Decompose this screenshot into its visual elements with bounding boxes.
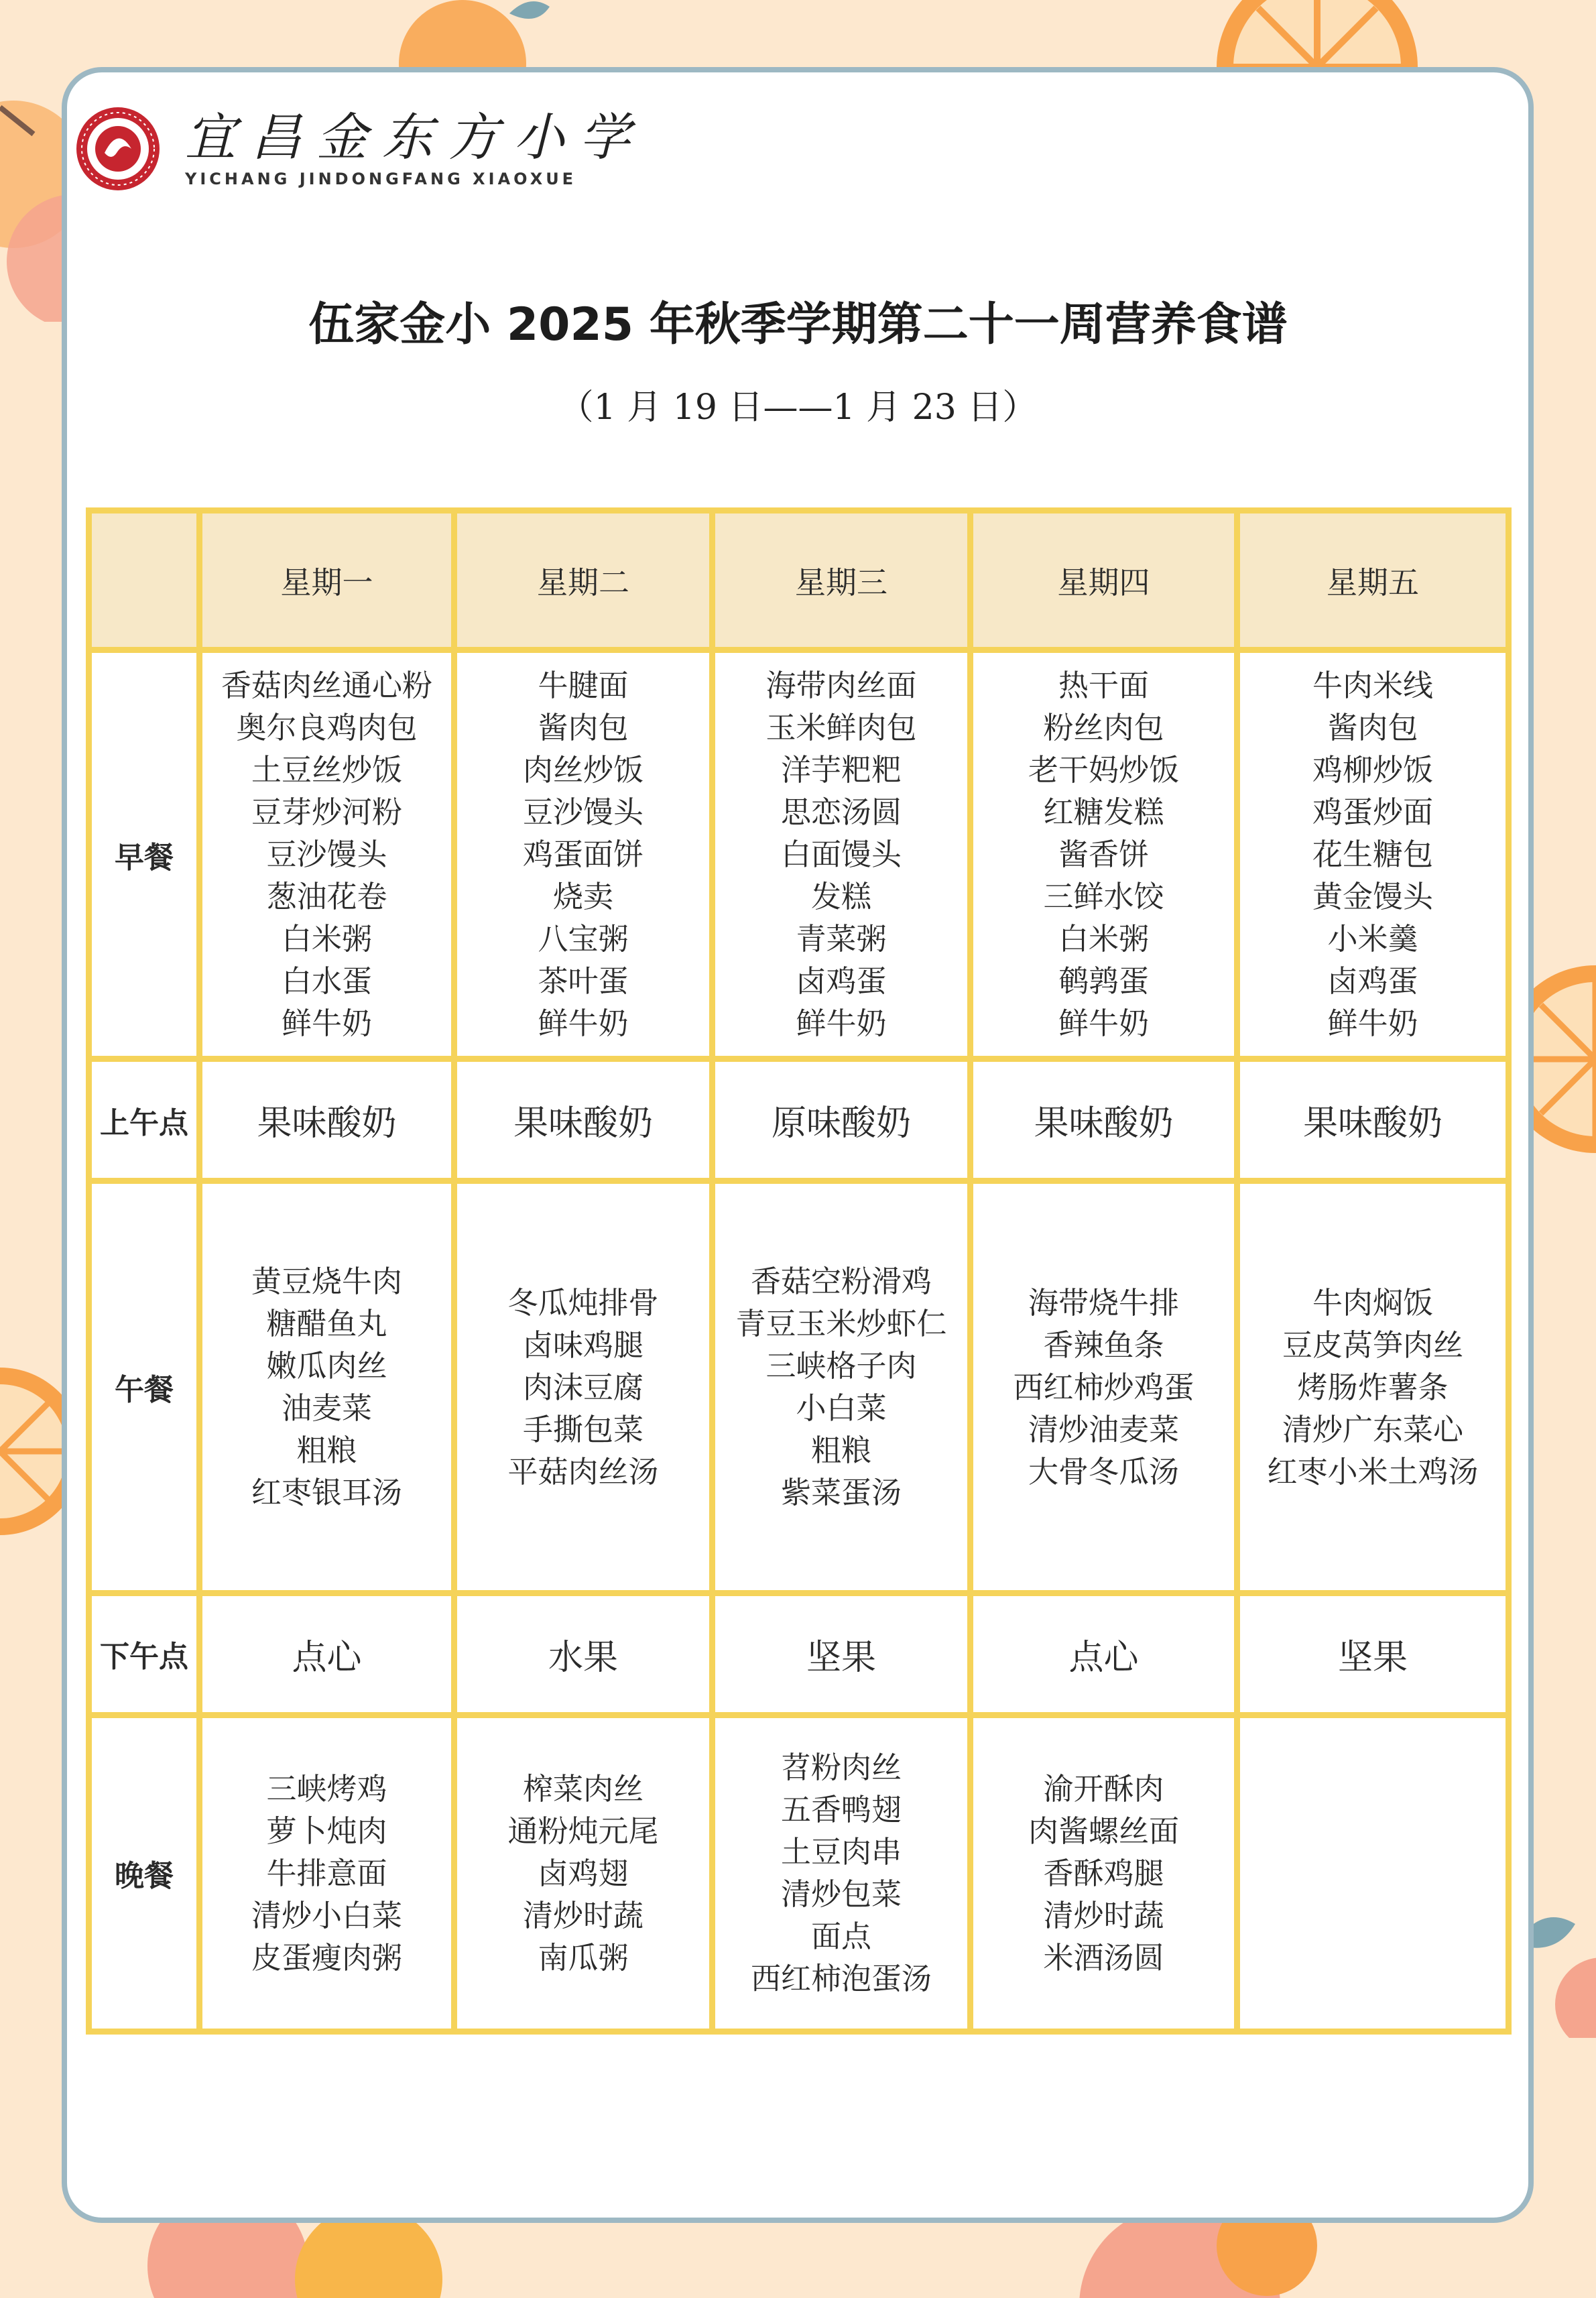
dinner-row: [89, 1715, 1509, 2031]
dish-item: 粗粮: [810, 1433, 871, 1468]
afternoon-snack-tue: 水果: [454, 1593, 713, 1715]
lunch-fri: [1237, 1181, 1509, 1593]
school-emblem-icon: [75, 106, 161, 192]
dish-item: 五香鸭翅: [780, 1792, 902, 1828]
dish-item: 青菜粥: [796, 921, 887, 957]
dish-item: 嫩瓜肉丝: [266, 1348, 387, 1384]
dish-item: 粉丝肉包: [1043, 710, 1164, 746]
dinner-label: 晚餐: [89, 1715, 200, 2031]
lunch-row: [89, 1181, 1509, 1593]
dish-item: 清炒包菜: [780, 1876, 902, 1913]
breakfast-mon: [200, 650, 454, 1059]
dish-item: 卤鸡翅: [538, 1855, 629, 1891]
dish-item: 鸡蛋炒面: [1312, 794, 1433, 831]
dish-item: 老干妈炒饭: [1028, 752, 1179, 788]
dish-item: 肉酱螺丝面: [1028, 1813, 1179, 1849]
dish-item: 豆皮莴笋肉丝: [1282, 1327, 1463, 1363]
date-range: （1 月 19 日——1 月 23 日）: [558, 387, 1038, 428]
breakfast-tue: [454, 650, 713, 1059]
dish-item: 牛肉米线: [1312, 668, 1433, 704]
dish-item: 大骨冬瓜汤: [1028, 1453, 1179, 1490]
dish-item: 清炒广东菜心: [1282, 1411, 1463, 1447]
lunch-tue: [454, 1181, 713, 1593]
dish-item: 香酥鸡腿: [1043, 1855, 1164, 1891]
dish-item: 黄豆烧牛肉: [251, 1264, 402, 1299]
morning-snack-row: [89, 1059, 1509, 1181]
dish-item: 烧卖: [552, 879, 613, 915]
afternoon-snack-mon: 点心: [200, 1593, 454, 1715]
dish-item: 三峡烤鸡: [266, 1770, 387, 1807]
dish-item: 花生糖包: [1312, 837, 1433, 873]
dish-item: 海带肉丝面: [765, 668, 917, 704]
dish-item: 渝开酥肉: [1043, 1770, 1164, 1807]
dish-item: 牛腱面: [538, 668, 629, 704]
menu-table: [86, 507, 1512, 2035]
day-header-row: [89, 511, 1509, 650]
dish-item: 奥尔良鸡肉包: [236, 710, 418, 746]
dish-item: 烤肠炸薯条: [1297, 1369, 1449, 1405]
afternoon-snack-wed: 坚果: [713, 1593, 971, 1715]
lunch-thu: [971, 1181, 1237, 1593]
dish-item: 小米羹: [1327, 921, 1418, 957]
dish-item: 洋芋粑粑: [780, 752, 902, 788]
lunch-label: 午餐: [89, 1181, 200, 1593]
dish-item: 皮蛋瘦肉粥: [251, 1939, 402, 1976]
page-title: 伍家金小 2025 年秋季学期第二十一周营养食谱: [308, 298, 1288, 351]
dish-item: 牛肉焖饭: [1312, 1284, 1433, 1321]
dish-item: 鸡蛋面饼: [522, 837, 643, 873]
morning-snack-fri: 果味酸奶: [1237, 1059, 1509, 1181]
day-header-fri: 星期五: [1237, 511, 1509, 650]
dish-item: 黄金馒头: [1312, 879, 1433, 915]
dish-item: 西红柿泡蛋汤: [750, 1961, 932, 1997]
day-header-thu: 星期四: [971, 511, 1237, 650]
dish-item: 南瓜粥: [538, 1939, 629, 1976]
dish-item: 香辣鱼条: [1043, 1327, 1164, 1363]
school-name-english: YICHANG JINDONGFANG XIAOXUE: [185, 170, 577, 188]
dish-item: 油麦菜: [281, 1390, 372, 1426]
dish-item: 西红柿炒鸡蛋: [1013, 1369, 1194, 1405]
afternoon-snack-label: 下午点: [89, 1593, 200, 1715]
dish-item: 米酒汤圆: [1043, 1939, 1164, 1976]
dinner-thu: [971, 1715, 1237, 2031]
dish-item: 糖醋鱼丸: [266, 1306, 387, 1341]
dish-item: 榨菜肉丝: [522, 1770, 643, 1807]
dish-item: 海带烧牛排: [1028, 1284, 1179, 1321]
school-logo: [75, 106, 645, 192]
day-header-tue: 星期二: [454, 511, 713, 650]
dish-item: 豆沙馒头: [522, 794, 643, 831]
breakfast-fri: [1237, 650, 1509, 1059]
dish-item: 酱香饼: [1058, 837, 1149, 873]
dish-item: 小白菜: [796, 1390, 887, 1426]
dish-item: 肉沫豆腐: [522, 1369, 643, 1405]
dish-item: 苕粉肉丝: [780, 1750, 902, 1786]
dinner-mon: [200, 1715, 454, 2031]
dish-item: 土豆丝炒饭: [251, 752, 402, 788]
dish-item: 平菇肉丝汤: [507, 1453, 659, 1490]
dish-item: 发糕: [810, 879, 871, 915]
dish-item: 红糖发糕: [1043, 794, 1164, 831]
dish-item: 白米粥: [281, 921, 372, 957]
dish-item: 红枣小米土鸡汤: [1267, 1453, 1479, 1490]
dinner-tue: [454, 1715, 713, 2031]
dish-item: 清炒油麦菜: [1028, 1411, 1179, 1447]
dish-item: 青豆玉米炒虾仁: [735, 1306, 947, 1341]
dish-item: 鲜牛奶: [796, 1006, 887, 1042]
afternoon-snack-thu: 点心: [971, 1593, 1237, 1715]
dish-item: 牛排意面: [266, 1855, 387, 1891]
dish-item: 卤鸡蛋: [796, 963, 887, 1000]
dish-item: 萝卜炖肉: [266, 1813, 387, 1849]
dinner-fri: [1237, 1715, 1509, 2031]
breakfast-row: [89, 650, 1509, 1059]
dish-item: 香菇肉丝通心粉: [221, 668, 432, 704]
dish-item: 豆沙馒头: [266, 837, 387, 873]
dish-item: 紫菜蛋汤: [780, 1475, 902, 1510]
day-header-mon: 星期一: [200, 511, 454, 650]
dish-item: 卤味鸡腿: [522, 1327, 643, 1363]
dish-item: 清炒小白菜: [251, 1897, 402, 1933]
dish-item: 三鲜水饺: [1043, 879, 1164, 915]
dish-item: 卤鸡蛋: [1327, 963, 1418, 1000]
morning-snack-thu: 果味酸奶: [971, 1059, 1237, 1181]
dish-item: 鸡柳炒饭: [1312, 752, 1433, 788]
day-header-wed: 星期三: [713, 511, 971, 650]
dish-item: 土豆肉串: [780, 1834, 902, 1870]
morning-snack-tue: 果味酸奶: [454, 1059, 713, 1181]
dish-item: 香菇空粉滑鸡: [750, 1264, 932, 1299]
morning-snack-label: 上午点: [89, 1059, 200, 1181]
breakfast-label: 早餐: [89, 650, 200, 1059]
dish-item: 白米粥: [1058, 921, 1149, 957]
dish-item: 八宝粥: [538, 921, 629, 957]
dish-item: 酱肉包: [1327, 710, 1418, 746]
dish-item: 葱油花卷: [266, 879, 387, 915]
dish-item: 鲜牛奶: [538, 1006, 629, 1042]
dish-item: 酱肉包: [538, 710, 629, 746]
dish-item: 白水蛋: [281, 963, 372, 1000]
afternoon-snack-fri: 坚果: [1237, 1593, 1509, 1715]
dish-item: 通粉炖元尾: [507, 1813, 659, 1849]
lunch-mon: [200, 1181, 454, 1593]
dish-item: 面点: [810, 1919, 871, 1955]
dish-item: 茶叶蛋: [538, 963, 629, 1000]
dish-item: 手撕包菜: [522, 1411, 643, 1447]
dish-item: 鲜牛奶: [1327, 1006, 1418, 1042]
dish-item: 红枣银耳汤: [251, 1475, 402, 1510]
breakfast-thu: [971, 650, 1237, 1059]
dish-item: 三峡格子肉: [765, 1348, 917, 1384]
corner-cell: [89, 511, 200, 650]
school-name-chinese: 宜昌金东方小学: [185, 107, 645, 167]
dish-item: 豆芽炒河粉: [251, 794, 402, 831]
dish-item: 白面馒头: [780, 837, 902, 873]
dish-item: 清炒时蔬: [522, 1897, 643, 1933]
dish-item: 粗粮: [296, 1433, 357, 1468]
dish-item: 鲜牛奶: [281, 1006, 372, 1042]
dish-item: 清炒时蔬: [1043, 1897, 1164, 1933]
dish-item: 鲜牛奶: [1058, 1006, 1149, 1042]
breakfast-wed: [713, 650, 971, 1059]
dish-item: 肉丝炒饭: [522, 752, 643, 788]
dish-item: 冬瓜炖排骨: [507, 1284, 659, 1321]
dish-item: 玉米鲜肉包: [765, 710, 917, 746]
dish-item: 思恋汤圆: [780, 794, 902, 831]
dish-item: 热干面: [1058, 668, 1149, 704]
lunch-wed: [713, 1181, 971, 1593]
afternoon-snack-row: [89, 1593, 1509, 1715]
morning-snack-mon: 果味酸奶: [200, 1059, 454, 1181]
dish-item: 鹌鹑蛋: [1058, 963, 1149, 1000]
morning-snack-wed: 原味酸奶: [713, 1059, 971, 1181]
dinner-wed: [713, 1715, 971, 2031]
